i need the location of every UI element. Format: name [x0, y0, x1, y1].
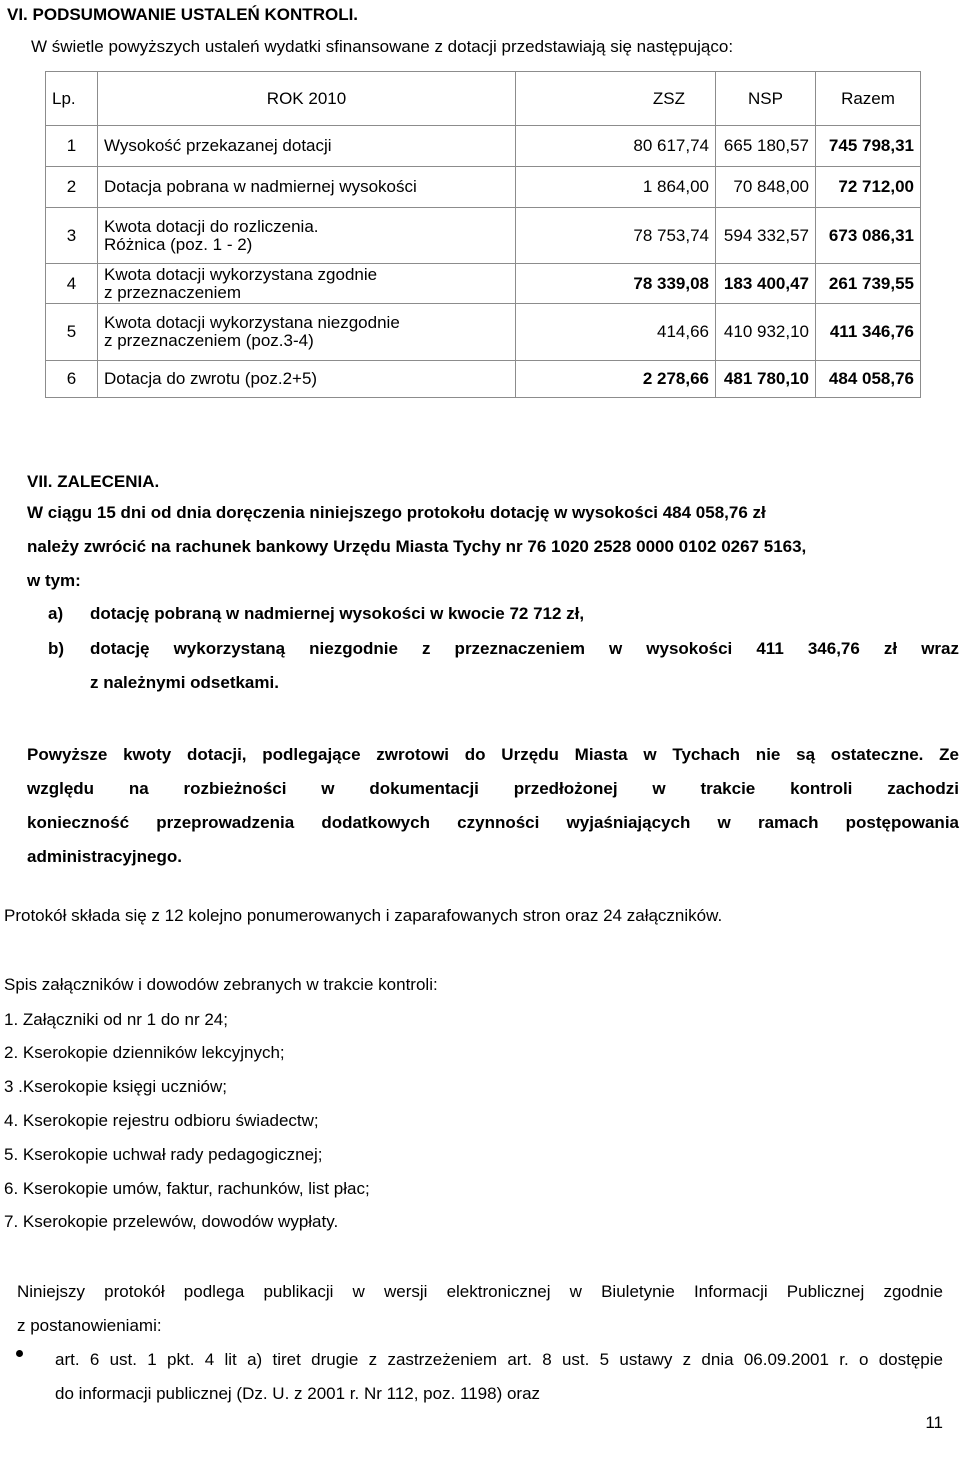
row-desc-line: Kwota dotacji wykorzystana niezgodnie — [104, 313, 400, 333]
paragraph-line: Niniejszy protokół podlega publikacji w wersji elektronicznej w Biuletynie Informacji Publicznej zgodnie — [17, 1282, 943, 1301]
attachments-heading: Spis załączników i dowodów zebranych w trakcie kontroli: — [4, 975, 438, 994]
paragraph-line: art. 6 ust. 1 pkt. 4 lit a) tiret drugie z zastrzeżeniem art. 8 ust. 5 ustawy z dnia 06.09.2001 r. o dostępie — [55, 1350, 943, 1369]
table-row — [46, 264, 921, 304]
row-lp: 4 — [46, 264, 98, 304]
publication-paragraph — [17, 1275, 943, 1343]
row-desc — [98, 304, 516, 361]
table-header-row — [46, 72, 921, 126]
item-b-marker: b) — [48, 639, 65, 658]
row-lp: 2 — [46, 167, 98, 208]
row-desc — [98, 208, 516, 264]
attachment-item: 4. Kserokopie rejestru odbioru świadectw; — [4, 1111, 319, 1130]
recommendation-line: w tym: — [27, 571, 81, 590]
row-nsp: 410 932,10 — [716, 304, 816, 361]
header-zsz: ZSZ — [516, 72, 716, 126]
paragraph-line: konieczność przeprowadzenia dodatkowych czynności wyjaśniających w ramach postępowania — [27, 813, 959, 832]
recommendation-line: należy zwrócić na rachunek bankowy Urzędu Miasta Tychy nr 76 1020 2528 0000 0102 0267 5163, — [27, 537, 807, 556]
row-nsp: 594 332,57 — [716, 208, 816, 264]
row-desc-line: z przeznaczeniem — [104, 282, 242, 302]
page-number: 11 — [925, 1413, 943, 1432]
row-razem: 261 739,55 — [816, 264, 921, 304]
attachment-item: 5. Kserokopie uchwał rady pedagogicznej; — [4, 1145, 323, 1164]
attachment-item: 2. Kserokopie dzienników lekcyjnych; — [4, 1043, 285, 1062]
summary-table — [45, 71, 921, 398]
item-b-text-cont: z należnymi odsetkami. — [90, 673, 279, 692]
row-razem: 484 058,76 — [816, 361, 921, 398]
attachment-item: 7. Kserokopie przelewów, dowodów wypłaty. — [4, 1212, 339, 1231]
row-desc-line: Różnica (poz. 1 - 2) — [104, 234, 253, 254]
paragraph-line: z postanowieniami: — [17, 1316, 162, 1335]
row-desc — [98, 264, 516, 304]
row-desc: Dotacja pobrana w nadmiernej wysokości — [98, 167, 516, 208]
row-nsp: 70 848,00 — [716, 167, 816, 208]
not-final-paragraph — [27, 738, 959, 874]
section-6-title: VI. PODSUMOWANIE USTALEŃ KONTROLI. — [7, 5, 359, 24]
paragraph-line: Powyższe kwoty dotacji, podlegające zwrotowi do Urzędu Miasta w Tychach nie są ostateczne. Ze — [27, 745, 959, 764]
attachment-item: 6. Kserokopie umów, faktur, rachunków, list płac; — [4, 1179, 370, 1198]
table-row — [46, 126, 921, 167]
bullet-item — [55, 1343, 943, 1411]
section-6-intro: W świetle powyższych ustaleń wydatki sfinansowane z dotacji przedstawiają się następująco: — [31, 37, 734, 56]
row-desc: Dotacja do zwrotu (poz.2+5) — [98, 361, 516, 398]
table-row — [46, 361, 921, 398]
row-desc-line: z przeznaczeniem (poz.3-4) — [104, 331, 314, 350]
section-7-title: VII. ZALECENIA. — [27, 472, 160, 491]
attachment-item: 3 .Kserokopie księgi uczniów; — [4, 1077, 228, 1096]
item-a-marker: a) — [48, 604, 64, 623]
row-desc-line: Kwota dotacji do rozliczenia. — [104, 216, 319, 236]
recommendation-line: W ciągu 15 dni od dnia doręczenia niniejszego protokołu dotację w wysokości 484 058,76 zł — [27, 503, 766, 522]
row-zsz: 78 753,74 — [516, 208, 716, 264]
row-nsp: 665 180,57 — [716, 126, 816, 167]
table-row — [46, 167, 921, 208]
row-razem: 673 086,31 — [816, 208, 921, 264]
paragraph-line: względu na rozbieżności w dokumentacji przedłożonej w trakcie kontroli zachodzi — [27, 779, 959, 798]
table-row — [46, 304, 921, 361]
row-lp: 5 — [46, 304, 98, 361]
row-lp: 6 — [46, 361, 98, 398]
row-desc-line: Kwota dotacji wykorzystana zgodnie — [104, 264, 378, 284]
row-zsz: 414,66 — [516, 304, 716, 361]
row-nsp: 481 780,10 — [716, 361, 816, 398]
row-nsp: 183 400,47 — [716, 264, 816, 304]
row-razem: 745 798,31 — [816, 126, 921, 167]
header-year: ROK 2010 — [98, 72, 516, 126]
bullet-icon — [16, 1350, 23, 1357]
row-desc: Wysokość przekazanej dotacji — [98, 126, 516, 167]
protocol-note: Protokół składa się z 12 kolejno ponumerowanych i zaparafowanych stron oraz 24 załączników. — [4, 906, 723, 925]
paragraph-line: do informacji publicznej (Dz. U. z 2001 r. Nr 112, poz. 1198) oraz — [55, 1384, 541, 1403]
row-zsz: 2 278,66 — [516, 361, 716, 398]
item-a-text: dotację pobraną w nadmiernej wysokości w kwocie 72 712 zł, — [90, 604, 585, 623]
row-zsz: 1 864,00 — [516, 167, 716, 208]
row-lp: 1 — [46, 126, 98, 167]
row-razem: 72 712,00 — [816, 167, 921, 208]
header-lp: Lp. — [46, 72, 98, 126]
table-row — [46, 208, 921, 264]
header-razem: Razem — [816, 72, 921, 126]
row-zsz: 80 617,74 — [516, 126, 716, 167]
attachment-item: 1. Załączniki od nr 1 do nr 24; — [4, 1010, 228, 1029]
header-nsp: NSP — [716, 72, 816, 126]
row-zsz: 78 339,08 — [516, 264, 716, 304]
paragraph-line: administracyjnego. — [27, 847, 182, 866]
row-lp: 3 — [46, 208, 98, 264]
item-b-text: dotację wykorzystaną niezgodnie z przeznaczeniem w wysokości 411 346,76 zł wraz — [90, 639, 959, 658]
row-razem: 411 346,76 — [816, 304, 921, 361]
